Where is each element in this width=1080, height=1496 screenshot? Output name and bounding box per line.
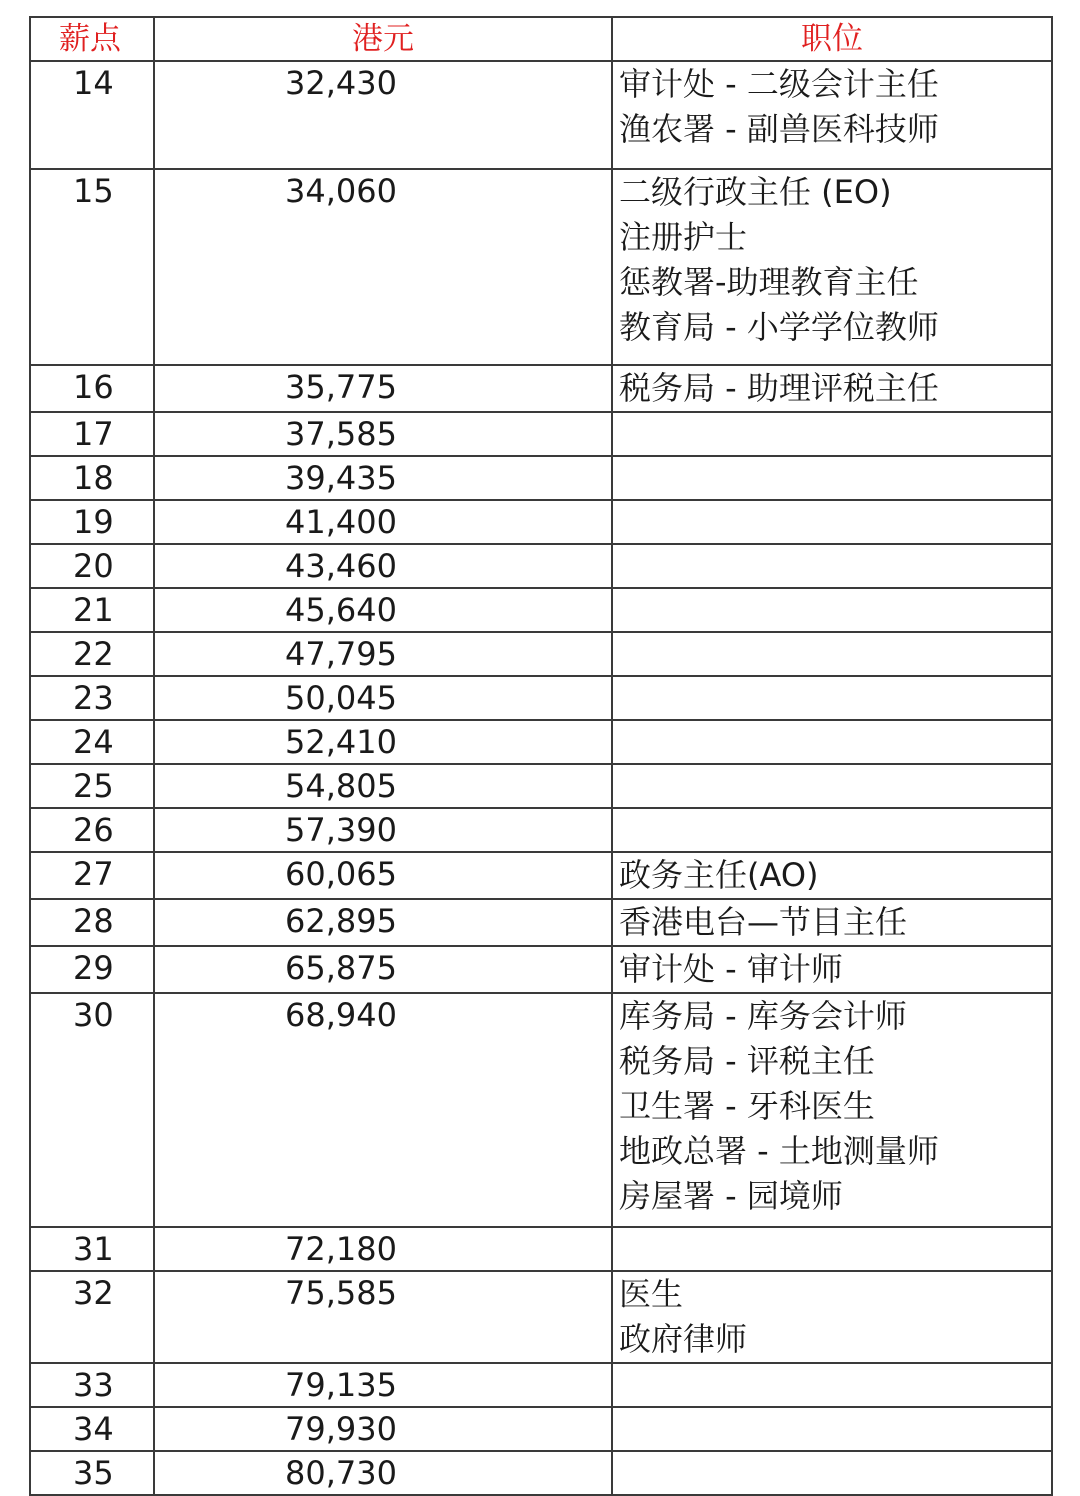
position-cell (612, 899, 1052, 946)
position-item: 教育局 - 小学学位教师 (619, 308, 939, 346)
position-item: 二级行政主任 (EO) (619, 173, 892, 211)
table-row (30, 61, 1052, 169)
header-row (30, 17, 1052, 61)
grade-cell: 28 (30, 899, 154, 946)
position-item: 政务主任(AO) (619, 856, 819, 894)
salary-cell: 68,940 (154, 993, 612, 1227)
position-item: 卫生署 - 牙科医生 (619, 1087, 875, 1125)
grade-cell: 22 (30, 632, 154, 676)
position-cell (612, 1271, 1052, 1363)
table-row (30, 993, 1052, 1227)
salary-cell: 79,930 (154, 1407, 612, 1451)
salary-cell: 62,895 (154, 899, 612, 946)
table-row (30, 1363, 1052, 1407)
position-cell (612, 61, 1052, 169)
salary-cell: 32,430 (154, 61, 612, 169)
table-row (30, 412, 1052, 456)
position-item: 审计处 - 二级会计主任 (619, 65, 939, 103)
position-item: 地政总署 - 土地测量师 (619, 1132, 939, 1170)
salary-table (29, 16, 1053, 1496)
position-cell (612, 720, 1052, 764)
table-row (30, 1227, 1052, 1271)
position-cell (612, 1451, 1052, 1495)
salary-cell: 52,410 (154, 720, 612, 764)
table-row (30, 720, 1052, 764)
position-cell (612, 1407, 1052, 1451)
salary-cell: 37,585 (154, 412, 612, 456)
grade-cell: 20 (30, 544, 154, 588)
table-row (30, 1271, 1052, 1363)
position-cell (612, 1363, 1052, 1407)
position-item: 惩教署-助理教育主任 (619, 263, 919, 301)
table-row (30, 632, 1052, 676)
position-cell (612, 365, 1052, 412)
position-item: 政府律师 (619, 1320, 748, 1358)
header-salary: 港元 (154, 17, 612, 61)
table-row (30, 1407, 1052, 1451)
table-row (30, 500, 1052, 544)
table-row (30, 946, 1052, 993)
grade-cell: 27 (30, 852, 154, 899)
salary-cell: 45,640 (154, 588, 612, 632)
position-item: 房屋署 - 园境师 (619, 1177, 843, 1215)
grade-cell: 24 (30, 720, 154, 764)
grade-cell: 23 (30, 676, 154, 720)
salary-cell: 41,400 (154, 500, 612, 544)
grade-cell: 34 (30, 1407, 154, 1451)
position-item: 注册护士 (619, 218, 748, 256)
position-cell (612, 588, 1052, 632)
position-item: 渔农署 - 副兽医科技师 (619, 110, 939, 148)
salary-cell: 35,775 (154, 365, 612, 412)
table-row (30, 1451, 1052, 1495)
position-cell (612, 676, 1052, 720)
table-row (30, 899, 1052, 946)
salary-cell: 75,585 (154, 1271, 612, 1363)
position-cell (612, 946, 1052, 993)
salary-cell: 80,730 (154, 1451, 612, 1495)
header-position: 职位 (612, 17, 1052, 61)
salary-cell: 43,460 (154, 544, 612, 588)
grade-cell: 31 (30, 1227, 154, 1271)
salary-cell: 72,180 (154, 1227, 612, 1271)
position-item: 税务局 - 助理评税主任 (619, 369, 939, 407)
grade-cell: 14 (30, 61, 154, 169)
grade-cell: 32 (30, 1271, 154, 1363)
grade-cell: 33 (30, 1363, 154, 1407)
table-row (30, 764, 1052, 808)
position-cell (612, 412, 1052, 456)
position-cell (612, 1227, 1052, 1271)
grade-cell: 16 (30, 365, 154, 412)
salary-cell: 57,390 (154, 808, 612, 852)
position-cell (612, 500, 1052, 544)
position-cell (612, 632, 1052, 676)
table-row (30, 365, 1052, 412)
position-cell (612, 808, 1052, 852)
grade-cell: 35 (30, 1451, 154, 1495)
salary-cell: 54,805 (154, 764, 612, 808)
table-header (30, 17, 1052, 61)
grade-cell: 29 (30, 946, 154, 993)
salary-cell: 47,795 (154, 632, 612, 676)
salary-cell: 34,060 (154, 169, 612, 365)
grade-cell: 18 (30, 456, 154, 500)
header-grade: 薪点 (30, 17, 154, 61)
position-cell (612, 456, 1052, 500)
salary-cell: 65,875 (154, 946, 612, 993)
table-row (30, 676, 1052, 720)
grade-cell: 30 (30, 993, 154, 1227)
table-row (30, 808, 1052, 852)
salary-cell: 60,065 (154, 852, 612, 899)
table-body (30, 61, 1052, 1495)
position-cell (612, 544, 1052, 588)
grade-cell: 26 (30, 808, 154, 852)
position-item: 库务局 - 库务会计师 (619, 997, 907, 1035)
salary-cell: 79,135 (154, 1363, 612, 1407)
position-cell (612, 993, 1052, 1227)
table-row (30, 852, 1052, 899)
grade-cell: 17 (30, 412, 154, 456)
position-cell (612, 852, 1052, 899)
position-cell (612, 169, 1052, 365)
table-row (30, 544, 1052, 588)
grade-cell: 19 (30, 500, 154, 544)
grade-cell: 21 (30, 588, 154, 632)
position-item: 审计处 - 审计师 (619, 950, 843, 988)
salary-cell: 39,435 (154, 456, 612, 500)
position-item: 香港电台—节目主任 (619, 903, 908, 941)
table-row (30, 456, 1052, 500)
table-row (30, 588, 1052, 632)
grade-cell: 15 (30, 169, 154, 365)
table-row (30, 169, 1052, 365)
position-item: 税务局 - 评税主任 (619, 1042, 875, 1080)
salary-cell: 50,045 (154, 676, 612, 720)
position-cell (612, 764, 1052, 808)
position-item: 医生 (619, 1275, 684, 1313)
grade-cell: 25 (30, 764, 154, 808)
